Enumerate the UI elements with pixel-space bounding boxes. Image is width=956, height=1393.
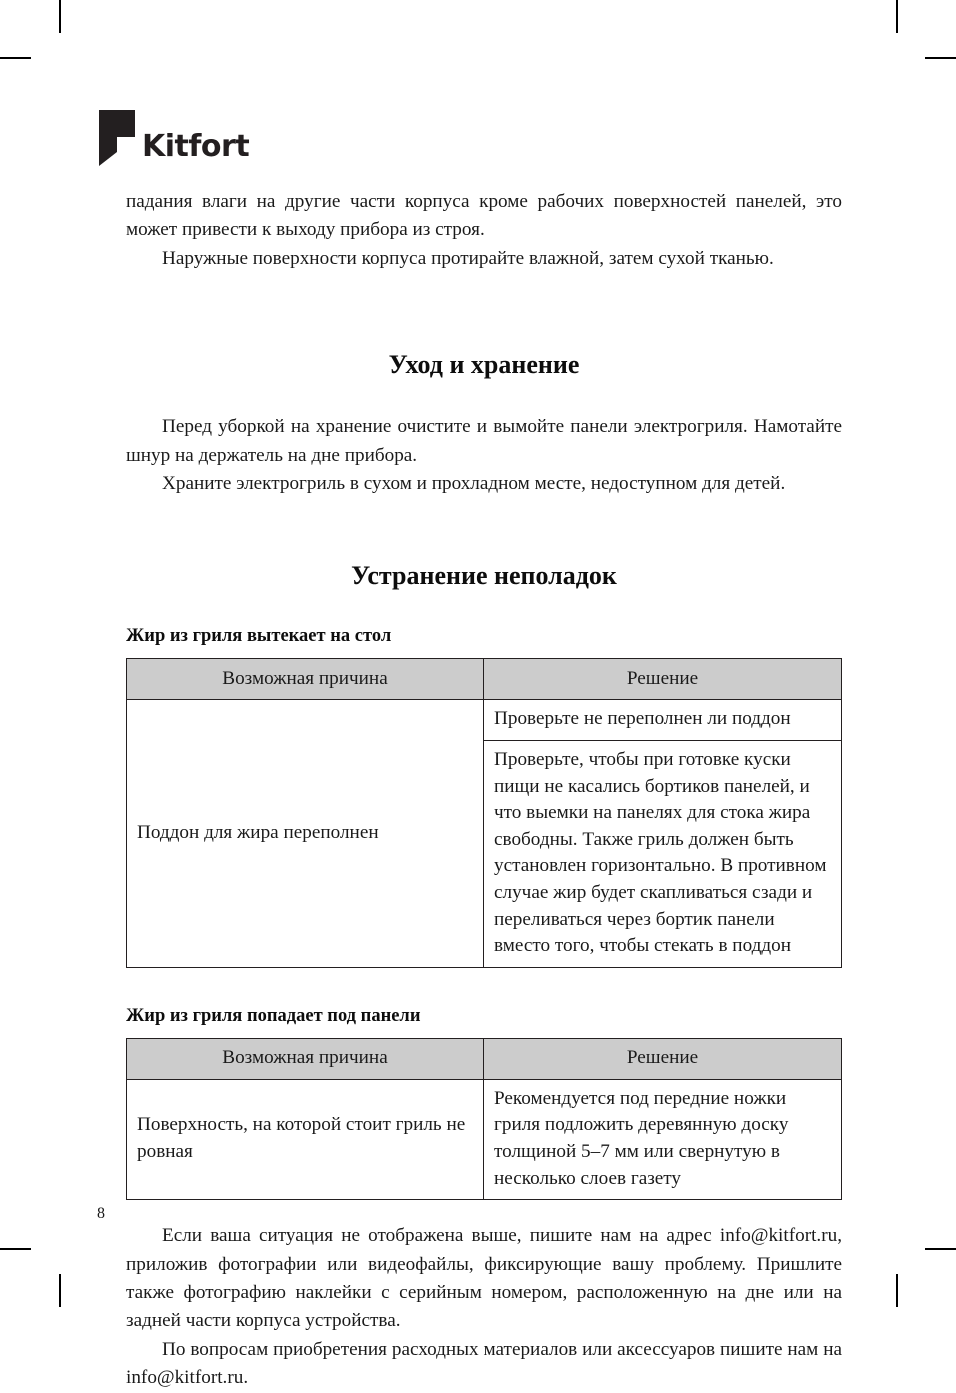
brand-wordmark: Kitfort xyxy=(142,129,250,164)
cell-cause: Поверхность, на которой стоит гриль не ровная xyxy=(127,1079,484,1199)
spacer xyxy=(126,1200,842,1222)
spacer xyxy=(126,273,842,349)
spacer xyxy=(126,968,842,1004)
closing-paragraph-1: Если ваша ситуация не отображена выше, пишите нам на адрес info@kitfort.ru, приложив фотографии или видеофайлы, фиксирующие вашу проблему. Пришлите также фотографию наклейки с серийным номером, расположенную на дне или на задней части корпуса устройства. xyxy=(126,1225,842,1332)
table-header-row xyxy=(127,659,842,700)
care-paragraph-2: Храните электрогриль в сухом и прохладном месте, недоступном для детей. xyxy=(162,473,786,495)
cell-solution: Рекомендуется под передние ножки гриля подложить деревянную доску толщиной 5–7 мм или свернутую в несколько слоев газету xyxy=(484,1079,842,1199)
cell-solution: Проверьте не переполнен ли поддон xyxy=(484,700,842,741)
spacer xyxy=(126,648,842,658)
column-header-cause: Возможная причина xyxy=(127,1038,484,1079)
column-header-solution: Решение xyxy=(484,659,842,700)
table-row xyxy=(127,1079,842,1199)
column-header-cause: Возможная причина xyxy=(127,659,484,700)
table-subheading-2: Жир из гриля попадает под панели xyxy=(126,1005,421,1026)
section-heading-troubleshooting: Устранение неполадок xyxy=(351,561,617,591)
intro-paragraph-2: Наружные поверхности корпуса протирайте влажной, затем сухой тканью. xyxy=(162,247,774,269)
brand-logo xyxy=(97,104,249,166)
column-header-solution: Решение xyxy=(484,1038,842,1079)
cell-cause: Поддон для жира переполнен xyxy=(127,700,484,967)
spacer xyxy=(126,1028,842,1038)
section-heading-care: Уход и хранение xyxy=(388,350,580,380)
troubleshooting-table-1 xyxy=(126,658,842,967)
table-row xyxy=(127,700,842,741)
troubleshooting-table-2 xyxy=(126,1038,842,1200)
table-subheading-1: Жир из гриля вытекает на стол xyxy=(126,626,392,647)
kitfort-flag-icon xyxy=(97,110,136,166)
page-number: 8 xyxy=(97,1205,105,1222)
table-header-row xyxy=(127,1038,842,1079)
closing-paragraph-2: По вопросам приобретения расходных материалов или аксессуаров пишите нам на info@kitfort.ru. xyxy=(126,1338,842,1389)
spacer xyxy=(126,498,842,560)
spacer xyxy=(126,592,842,624)
care-paragraph-1: Перед уборкой на хранение очистите и вымойте панели электрогриля. Намотайте шнур на держатель на дне прибора. xyxy=(126,416,842,466)
page-content xyxy=(126,188,842,1393)
cell-solution: Проверьте, чтобы при готовке куски пищи не касались бортиков панелей, и что выемки на панелях для стока жира свободны. Также гриль должен быть установлен горизонтально. В противном случае жир будет скапливаться сзади и переливаться через бортик панели вместо того, чтобы стекать в поддон xyxy=(484,741,842,968)
intro-paragraph-1: падания влаги на другие части корпуса кроме рабочих поверхностей панелей, это может привести к выходу прибора из строя. xyxy=(126,191,842,241)
spacer xyxy=(126,381,842,413)
